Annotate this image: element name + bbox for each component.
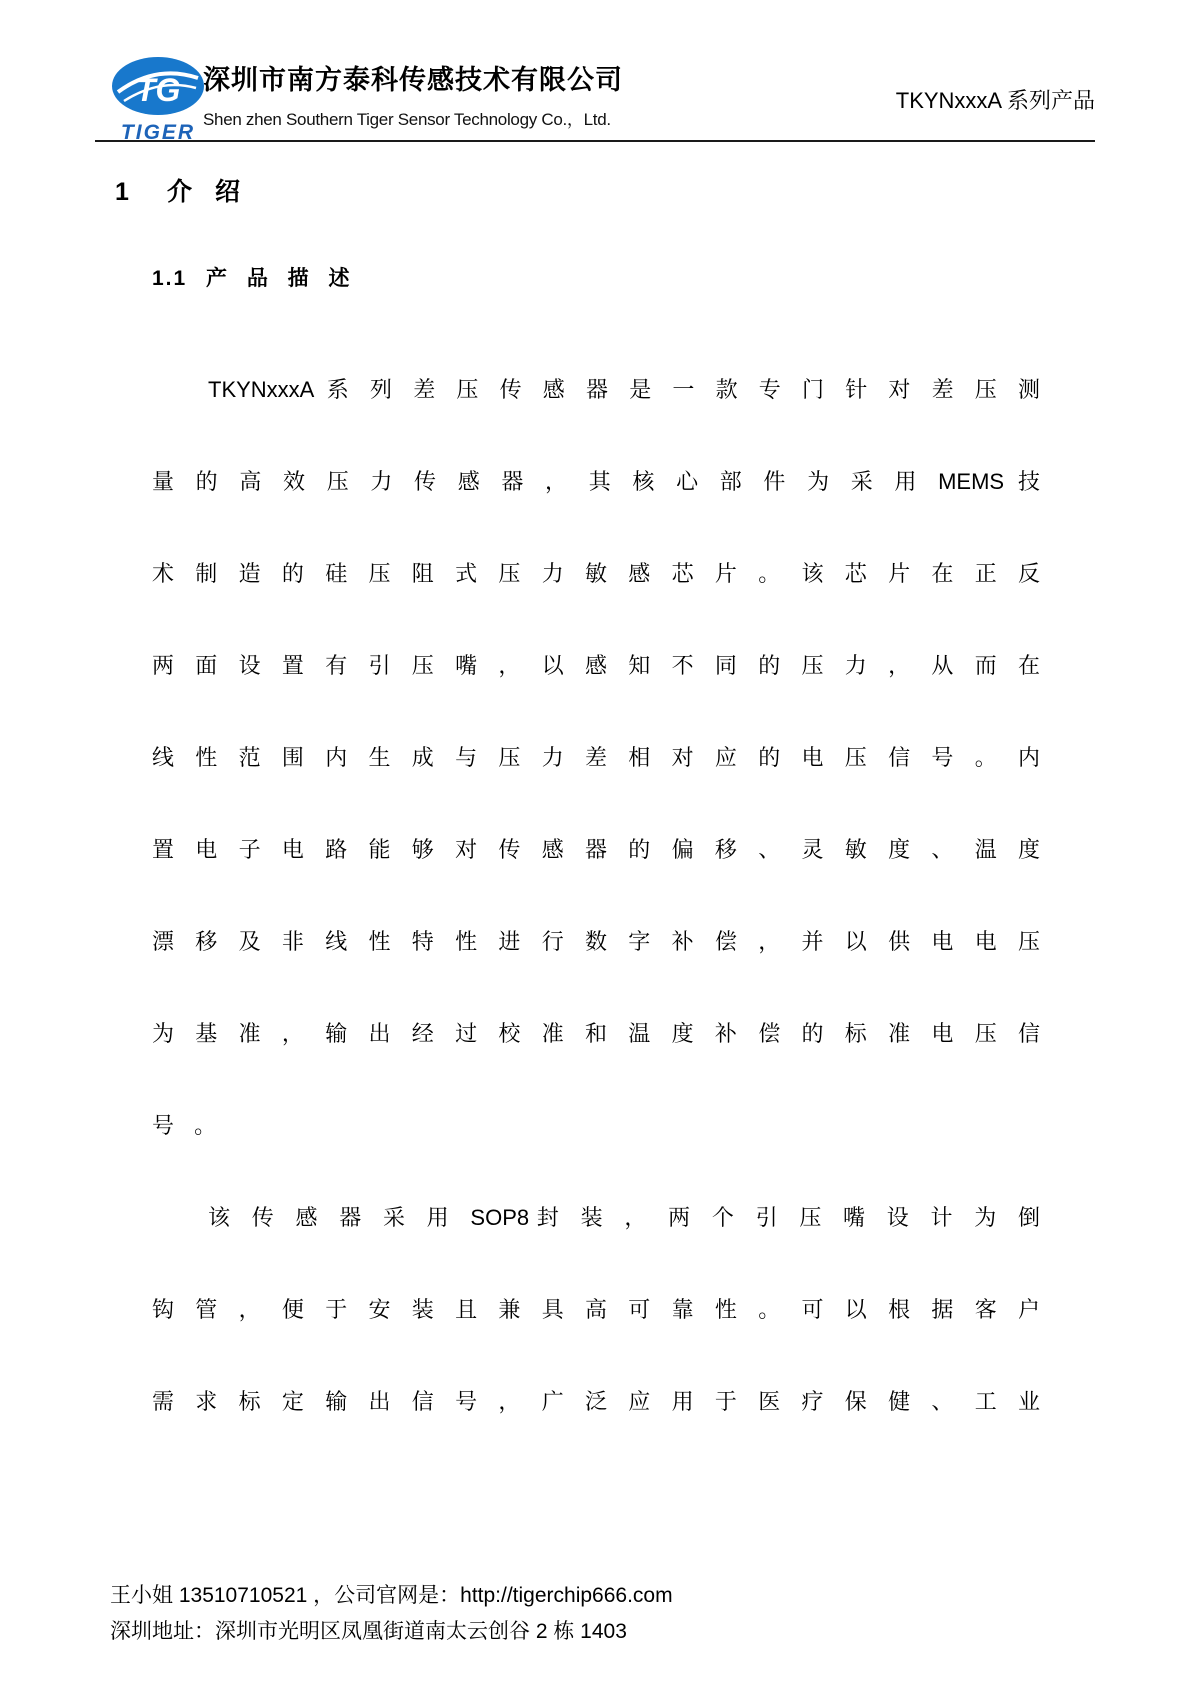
page-header: [95, 0, 1095, 142]
paragraph-line: 钩 管 ， 便 于 安 装 且 兼 具 高 可 靠 性 。 可 以 根 据 客 户: [152, 1297, 1040, 1322]
body-text: [152, 344, 1040, 1448]
company-name-block: [203, 58, 623, 130]
paragraph-line: 号 。: [152, 1113, 217, 1138]
logo-wordmark: TIGER: [120, 121, 196, 144]
paragraph-line: 置 电 子 电 路 能 够 对 传 感 器 的 偏 移 、 灵 敏 度 、 温 度: [152, 837, 1040, 862]
subsection-heading: [152, 262, 357, 292]
tiger-logo-icon: [110, 56, 206, 118]
paragraph-line: 该 传 感 器 采 用 SOP8封 装 ， 两 个 引 压 嘴 设 计 为 倒: [208, 1205, 1040, 1230]
footer-contact-line: 王小姐 13510710521 ，公司官网是：http://tigerchip666.com: [110, 1584, 673, 1607]
paragraph-line: 量 的 高 效 压 力 传 感 器 ， 其 核 心 部 件 为 采 用 MEMS 技: [152, 469, 1040, 494]
section-heading: [115, 172, 248, 208]
footer-address-line: 深圳地址：深圳市光明区凤凰街道南太云创谷 2 栋 1403: [110, 1620, 627, 1643]
logo-monogram: TG: [136, 72, 181, 108]
paragraph-line: 术 制 造 的 硅 压 阻 式 压 力 敏 感 芯 片 。 该 芯 片 在 正 反: [152, 561, 1040, 586]
company-logo: [108, 56, 208, 145]
paragraph-line: 为 基 准 ， 输 出 经 过 校 准 和 温 度 补 偿 的 标 准 电 压 信: [152, 1021, 1040, 1046]
company-name-cn: 深圳市南方泰科传感技术有限公司: [203, 65, 623, 95]
document-series-title: TKYNxxxA 系列产品: [895, 88, 1095, 113]
company-name-en: Shen zhen Southern Tiger Sensor Technology Co.，Ltd.: [203, 110, 611, 129]
paragraph-line: TKYNxxxA 系 列 差 压 传 感 器 是 一 款 专 门 针 对 差 压 测: [208, 377, 1040, 402]
section-title: 介 绍: [167, 178, 248, 206]
subsection-title: 产 品 描 述: [206, 267, 357, 290]
paragraph-line: 漂 移 及 非 线 性 特 性 进 行 数 字 补 偿 ， 并 以 供 电 电 压: [152, 929, 1040, 954]
paragraph-line: 线 性 范 围 内 生 成 与 压 力 差 相 对 应 的 电 压 信 号 。 内: [152, 745, 1040, 770]
section-number: 1: [115, 178, 129, 206]
paragraph-line: 需 求 标 定 输 出 信 号 ， 广 泛 应 用 于 医 疗 保 健 、 工 业: [152, 1389, 1040, 1414]
page-footer: [110, 1578, 673, 1650]
subsection-number: 1.1: [152, 267, 188, 290]
paragraph-line: 两 面 设 置 有 引 压 嘴 ， 以 感 知 不 同 的 压 力 ， 从 而 在: [152, 653, 1040, 678]
